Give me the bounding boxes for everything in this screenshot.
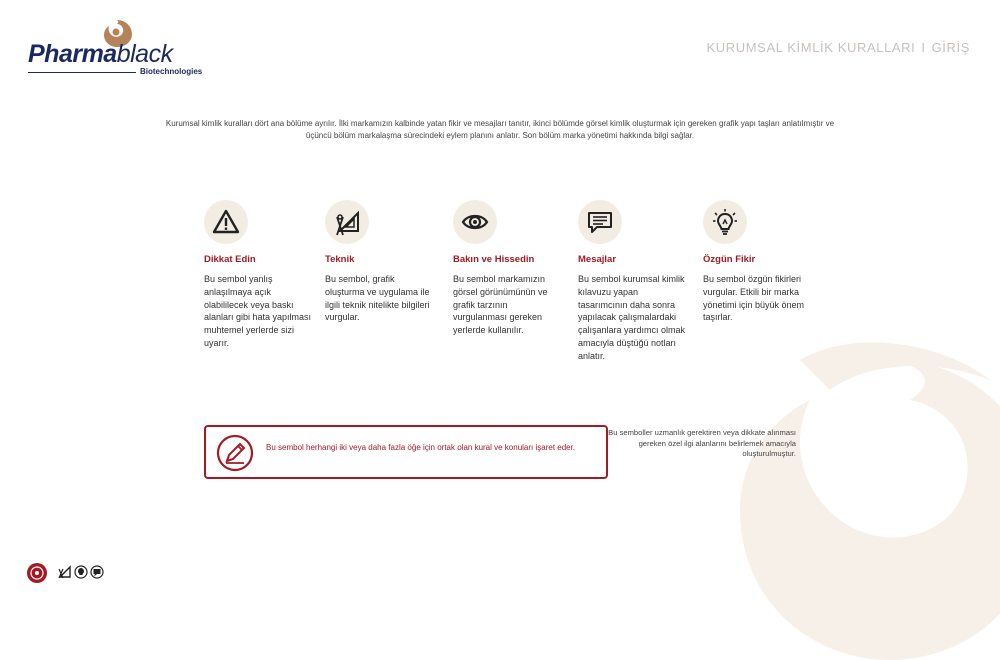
card-title: Teknik — [325, 254, 355, 265]
logo-word-light: black — [116, 40, 173, 68]
card-look-feel — [453, 200, 563, 337]
lightbulb-icon — [703, 200, 747, 244]
eye-icon — [453, 200, 497, 244]
card-original-idea — [703, 200, 813, 324]
background-watermark — [740, 340, 1000, 660]
company-logo — [28, 18, 218, 82]
card-title: Özgün Fikir — [703, 254, 756, 265]
pencil-icon — [216, 434, 254, 472]
common-rule-note — [204, 425, 608, 479]
card-technical — [325, 200, 435, 324]
card-text: Bu sembol markamızın görsel görünümünün ve grafik tarzının vurgulanması gereken yerlerde kullanılır. — [453, 274, 548, 336]
note-text: Bu sembol herhangi iki veya daha fazla öğe için ortak olan kural ve konuları işaret eder. — [266, 443, 576, 452]
logo-word-bold: Pharma — [28, 40, 117, 68]
card-text: Bu sembol yanlış anlaşılmaya açık olabililecek veya baskı alanları gibi hata yapılması muhtemel yerlerde sizi uyarır. — [204, 274, 312, 348]
card-text: Bu sembol, grafik oluşturma ve uygulama ile ilgili teknik nitelikte bilgileri vurgular. — [325, 274, 430, 323]
footer-icons — [58, 565, 104, 579]
logo-wordmark — [28, 40, 173, 69]
card-title: Dikkat Edin — [204, 254, 256, 265]
message-icon — [578, 200, 622, 244]
card-warning — [204, 200, 314, 350]
side-note: Bu semboller uzmanlık gerektiren veya dikkate alınması gereken özel ilgi alanlarını belirlemek amacıyla oluşturulmuştur. — [608, 428, 796, 458]
card-text: Bu sembol özgün fikirleri vurgular. Etkili bir marka yönetimi için büyük önem taşırlar. — [703, 274, 805, 323]
drafting-tools-icon — [58, 565, 72, 579]
drafting-tools-icon — [325, 200, 369, 244]
card-title: Mesajlar — [578, 254, 617, 265]
header-section: GİRİŞ — [931, 40, 970, 55]
footer-brand-icon — [26, 562, 48, 584]
lightbulb-icon — [74, 565, 88, 579]
card-title: Bakın ve Hissedin — [453, 254, 535, 265]
header-title: KURUMSAL KİMLİK KURALLARI — [706, 40, 916, 55]
message-icon — [90, 565, 104, 579]
header-separator: I — [921, 40, 926, 55]
page-header — [707, 40, 970, 55]
card-text: Bu sembol kurumsal kimlik kılavuzu yapan tasarımcının daha sonra yapılacak çalışmalardaki çalışanlara yardımcı olmak amacıyla düştüğü notları anlatır. — [578, 274, 686, 361]
intro-paragraph: Kurumsal kimlik kuralları dört ana bölüme ayrılır. İlki markamızın kalbinde yatan fikir ve mesajları tanıtır, ikinci bölümde görsel kimlik oluşturmak için gereken grafik yapı taşları anlatılmıştır ve üçüncü bölüm markalaşma sürecindeki eylem planını anlatır. Son bölüm marka yönetimi hakkında bilgi sağlar. — [165, 119, 835, 140]
card-messages — [578, 200, 688, 363]
logo-subtitle: Biotechnologies — [140, 67, 203, 76]
logo-divider — [28, 72, 136, 73]
warning-icon — [204, 200, 248, 244]
